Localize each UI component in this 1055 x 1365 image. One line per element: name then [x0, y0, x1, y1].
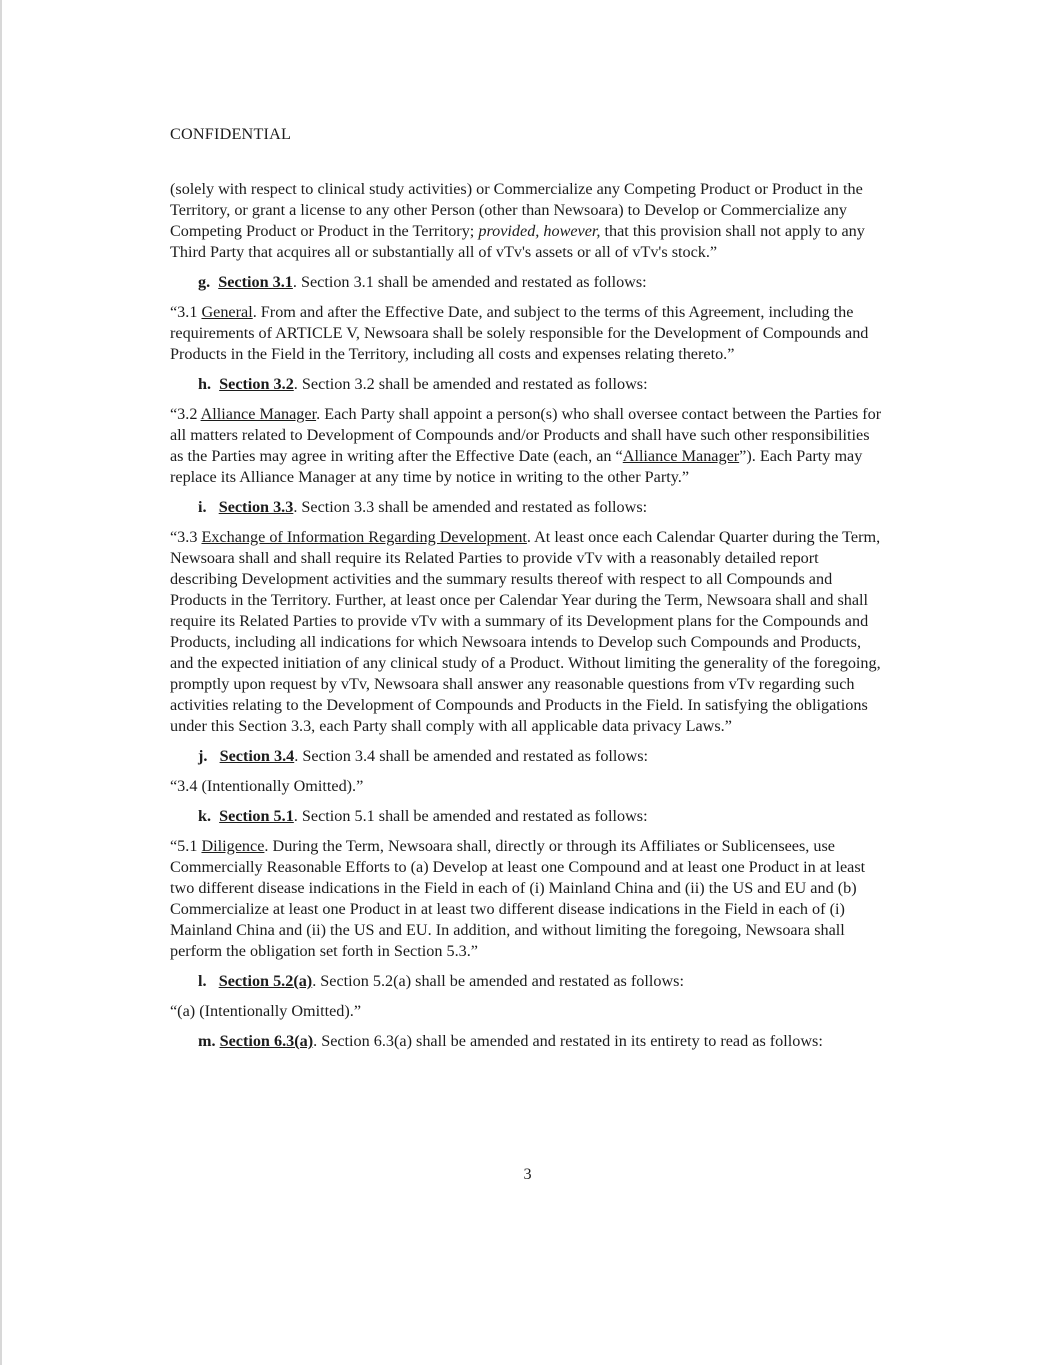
section-3-2-paragraph: “3.2 Alliance Manager. Each Party shall appoint a person(s) who shall oversee contact between the Parties for all matters related to Development of Compounds and/or Products and shall have such other responsibilities as the Parties may agree in writing after the Effective Date (each, an “Alliance Manager”). Each Party may replace its Alliance Manager at any time by notice in writing to the other Party.” — [170, 405, 882, 486]
item-letter: i. — [198, 498, 207, 516]
section-reference: Section 3.3 — [218, 498, 294, 516]
defined-term: Alliance Manager — [622, 447, 740, 465]
amendment-item-j: j. Section 3.4. Section 3.4 shall be amended and restated as follows: — [198, 747, 649, 765]
section-5-2a-paragraph: “(a) (Intentionally Omitted).” — [170, 1002, 362, 1020]
amendment-item-g: g. Section 3.1. Section 3.1 shall be amended and restated as follows: — [198, 273, 647, 291]
item-letter: k. — [198, 807, 212, 825]
item-letter: l. — [198, 972, 207, 990]
amendment-item-k: k. Section 5.1. Section 5.1 shall be amended and restated as follows: — [198, 807, 648, 825]
section-title: Exchange of Information Regarding Development — [201, 528, 527, 546]
item-letter: g. — [198, 273, 211, 291]
section-title: Alliance Manager — [200, 405, 317, 423]
section-5-1-paragraph: “5.1 Diligence. During the Term, Newsoara shall, directly or through its Affiliates or Sublicensees, use Commercially Reasonable Efforts to (a) Develop at least one Compound and at least one Product in at least two different disease indications in the Field in each of (i) Mainland China and (ii) the US and EU and (b) Commercialize at least one Product in at least two different disease indications in the Field in each of (i) Mainland China and (ii) the US and EU. In addition, and without limiting the foregoing, Newsoara shall perform the obligation set forth in Section 5.3.” — [170, 837, 866, 960]
section-reference: Section 5.2(a) — [218, 972, 313, 990]
document-body — [170, 179, 882, 1054]
page-number: 3 — [523, 1165, 532, 1183]
section-reference: Section 3.2 — [219, 375, 294, 393]
amendment-item-i: i. Section 3.3. Section 3.3 shall be amended and restated as follows: — [198, 498, 648, 516]
section-3-4-paragraph: “3.4 (Intentionally Omitted).” — [170, 777, 364, 795]
amendment-item-m: m. Section 6.3(a). Section 6.3(a) shall be amended and restated in its entirety to read as follows: — [198, 1032, 823, 1050]
item-letter: h. — [198, 375, 212, 393]
section-reference: Section 3.4 — [219, 747, 295, 765]
section-title: Diligence — [201, 837, 265, 855]
scan-edge — [0, 0, 2, 1365]
section-3-1-paragraph: “3.1 General. From and after the Effective Date, and subject to the terms of this Agreement, including the requirements of ARTICLE V, Newsoara shall be solely responsible for the Development of Compounds and Products in the Field in the Territory, including all costs and expenses relating thereto.” — [170, 303, 869, 363]
section-reference: Section 5.1 — [219, 807, 294, 825]
amendment-item-l: l. Section 5.2(a). Section 5.2(a) shall be amended and restated as follows: — [198, 972, 684, 990]
section-title: General — [201, 303, 253, 321]
section-reference: Section 6.3(a) — [219, 1032, 314, 1050]
confidential-header: CONFIDENTIAL — [170, 125, 292, 143]
item-letter: m. — [198, 1032, 216, 1050]
amendment-item-h: h. Section 3.2. Section 3.2 shall be amended and restated as follows: — [198, 375, 648, 393]
section-reference: Section 3.1 — [218, 273, 293, 291]
provided-however: provided, however, — [478, 222, 601, 240]
section-3-3-paragraph: “3.3 Exchange of Information Regarding Development. At least once each Calendar Quarter during the Term, Newsoara shall and shall require its Related Parties to provide vTv with a reasonably detailed report describing Development activities and the summary results thereof with respect to all Compounds and Products in the Territory. Further, at least once per Calendar Year during the Term, Newsoara shall and shall require its Related Parties to provide vTv with a summary of its Development plans for the Compounds and Products, including all indications for which Newsoara intends to Develop such Compounds and Products, and the expected initiation of any clinical study of a Product. Without limiting the generality of the foregoing, promptly upon request by vTv, Newsoara shall answer any reasonable questions from vTv regarding such activities relating to the Development of Compounds and Products in the Field. In satisfying the obligations under this Section 3.3, each Party shall comply with all applicable data privacy Laws.” — [170, 528, 881, 735]
item-letter: j. — [198, 747, 208, 765]
intro-paragraph: (solely with respect to clinical study activities) or Commercialize any Competing Product or Product in the Territory, or grant a license to any other Person (other than Newsoara) to Develop or Commercialize any Competing Product or Product in the Territory; provided, however, that this provision shall not apply to any Third Party that acquires all or substantially all of vTv's assets or all of vTv's stock.” — [170, 180, 865, 261]
